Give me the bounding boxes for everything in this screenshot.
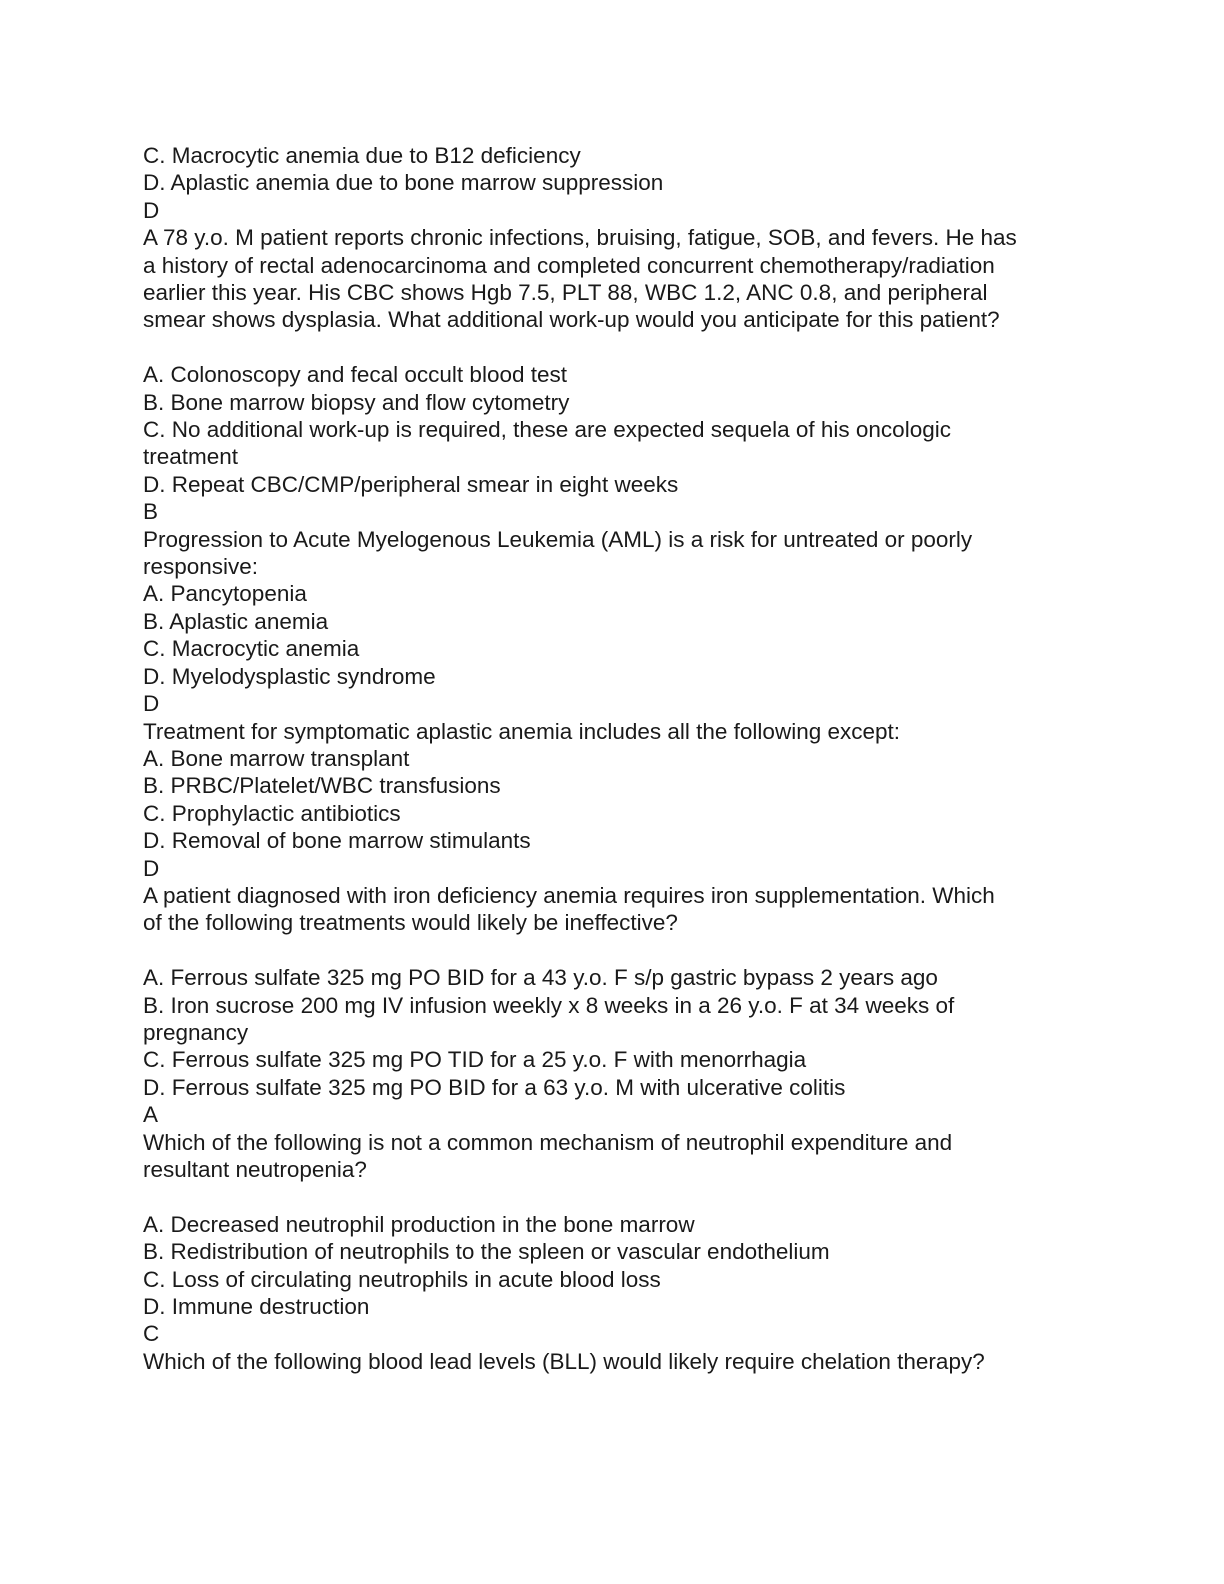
question-text: A 78 y.o. M patient reports chronic infections, bruising, fatigue, SOB, and fevers. He has bbox=[143, 225, 1017, 251]
question-text: a history of rectal adenocarcinoma and completed concurrent chemotherapy/radiation bbox=[143, 252, 995, 278]
question-text: earlier this year. His CBC shows Hgb 7.5, PLT 88, WBC 1.2, ANC 0.8, and peripheral bbox=[143, 280, 988, 306]
answer-choice: C. Macrocytic anemia bbox=[143, 636, 360, 662]
answer-choice: B. Aplastic anemia bbox=[143, 608, 329, 634]
question-text: smear shows dysplasia. What additional work-up would you anticipate for this patient? bbox=[143, 307, 1000, 333]
blank-line bbox=[143, 1183, 1083, 1210]
answer-choice: B. PRBC/Platelet/WBC transfusions bbox=[143, 773, 501, 799]
answer-choice: B. Iron sucrose 200 mg IV infusion weekly x 8 weeks in a 26 y.o. F at 34 weeks of bbox=[143, 992, 955, 1018]
answer-choice: pregnancy bbox=[143, 1019, 249, 1045]
answer-choice: D. Repeat CBC/CMP/peripheral smear in eight weeks bbox=[143, 471, 679, 497]
question-text: Treatment for symptomatic aplastic anemia includes all the following except: bbox=[143, 718, 901, 744]
answer-choice: C. Prophylactic antibiotics bbox=[143, 800, 401, 826]
answer-choice: A. Decreased neutrophil production in the bone marrow bbox=[143, 1211, 695, 1237]
correct-answer: D bbox=[143, 691, 160, 717]
answer-choice: C. Loss of circulating neutrophils in acute blood loss bbox=[143, 1266, 661, 1292]
answer-choice: C. No additional work-up is required, these are expected sequela of his oncologic bbox=[143, 417, 951, 443]
answer-choice: D. Immune destruction bbox=[143, 1294, 370, 1320]
answer-choice: D. Myelodysplastic syndrome bbox=[143, 663, 436, 689]
answer-choice: A. Pancytopenia bbox=[143, 581, 307, 607]
answer-choice: C. Ferrous sulfate 325 mg PO TID for a 25 y.o. F with menorrhagia bbox=[143, 1047, 807, 1073]
correct-answer: D bbox=[143, 197, 160, 223]
answer-choice: D. Ferrous sulfate 325 mg PO BID for a 63 y.o. M with ulcerative colitis bbox=[143, 1074, 846, 1100]
blank-line bbox=[143, 937, 1083, 964]
document-body bbox=[143, 142, 1083, 1375]
answer-choice: B. Bone marrow biopsy and flow cytometry bbox=[143, 389, 570, 415]
blank-line bbox=[143, 334, 1083, 361]
question-text: Which of the following is not a common mechanism of neutrophil expenditure and bbox=[143, 1129, 953, 1155]
correct-answer: B bbox=[143, 499, 159, 525]
answer-choice: D. Removal of bone marrow stimulants bbox=[143, 828, 531, 854]
question-text: Which of the following blood lead levels (BLL) would likely require chelation therapy? bbox=[143, 1348, 985, 1374]
answer-choice: A. Bone marrow transplant bbox=[143, 745, 410, 771]
answer-choice: B. Redistribution of neutrophils to the spleen or vascular endothelium bbox=[143, 1239, 830, 1265]
correct-answer: D bbox=[143, 855, 160, 881]
answer-choice: A. Colonoscopy and fecal occult blood test bbox=[143, 362, 568, 388]
answer-choice: D. Aplastic anemia due to bone marrow suppression bbox=[143, 170, 664, 196]
question-text: A patient diagnosed with iron deficiency anemia requires iron supplementation. Which bbox=[143, 882, 995, 908]
answer-choice: treatment bbox=[143, 444, 239, 470]
correct-answer: A bbox=[143, 1102, 159, 1128]
question-text: responsive: bbox=[143, 554, 259, 580]
question-text: Progression to Acute Myelogenous Leukemia (AML) is a risk for untreated or poorly bbox=[143, 526, 973, 552]
question-text: resultant neutropenia? bbox=[143, 1157, 367, 1182]
answer-choice: A. Ferrous sulfate 325 mg PO BID for a 43 y.o. F s/p gastric bypass 2 years ago bbox=[143, 965, 938, 991]
correct-answer: C bbox=[143, 1321, 160, 1347]
answer-choice: C. Macrocytic anemia due to B12 deficiency bbox=[143, 143, 581, 168]
question-text: of the following treatments would likely be ineffective? bbox=[143, 910, 678, 936]
